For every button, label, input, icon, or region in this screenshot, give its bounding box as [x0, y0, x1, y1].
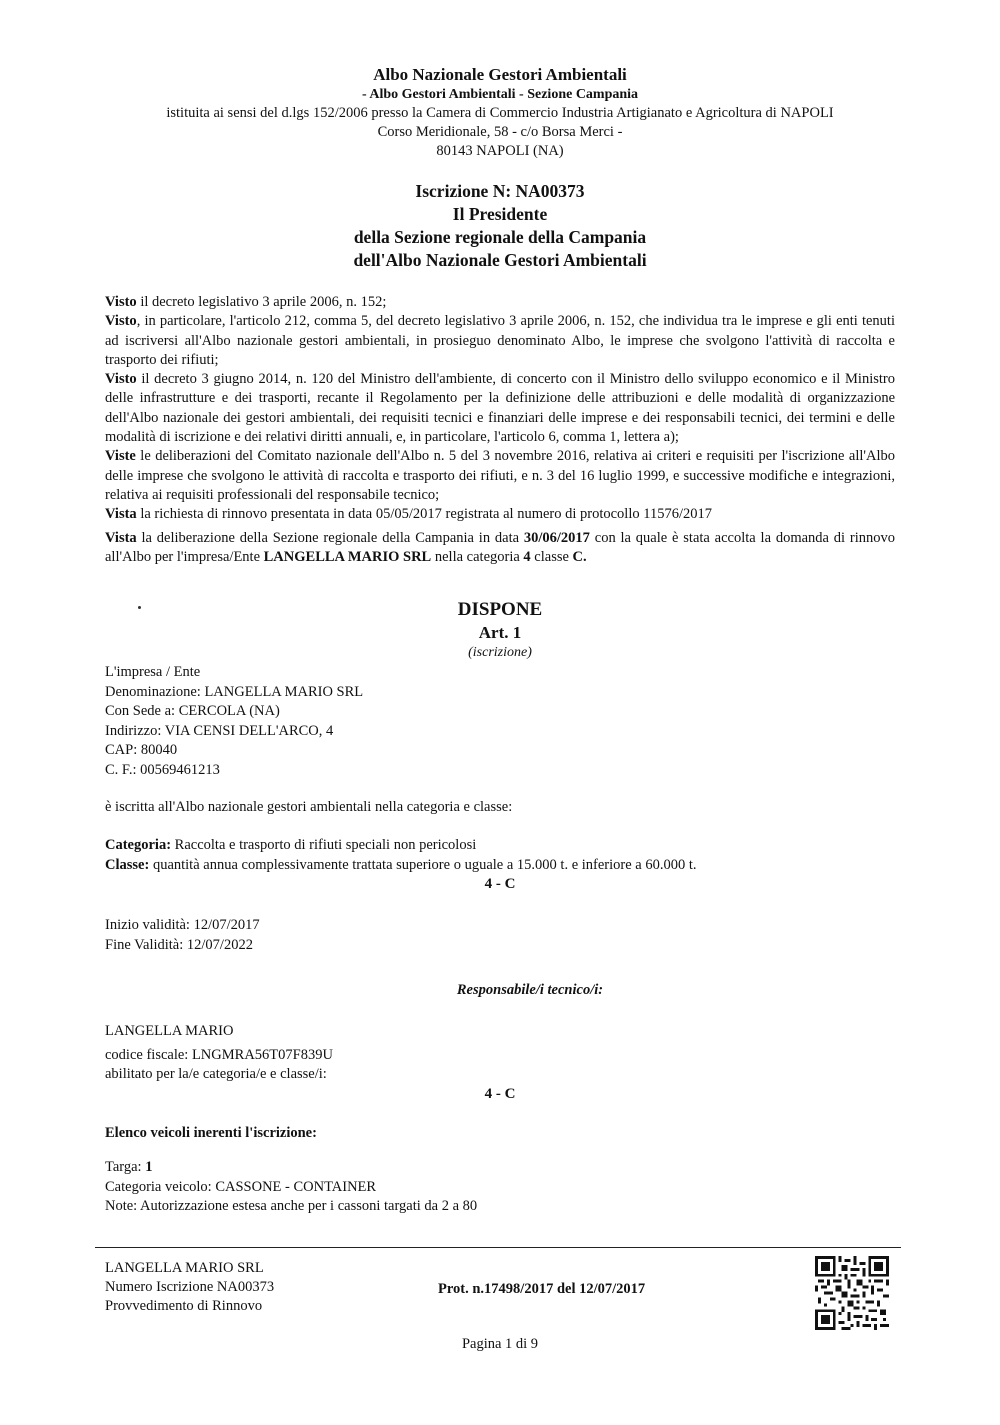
article-title: Art. 1: [478, 623, 522, 642]
responsabile-cf: codice fiscale: LNGMRA56T07F839U: [105, 1046, 333, 1063]
presidente: Il Presidente: [452, 204, 548, 224]
sezione-regionale: della Sezione regionale della Campania: [353, 227, 647, 247]
premise-text: , in particolare, l'articolo 212, comma 5, del decreto legislativo 3 aprile 2006, n. 152, che individua tra le imprese e gli enti tenuti ad iscriversi all'Albo nazionale gestori ambientali, in prosieguo denominato Albo, le imprese che svolgono l'attività di raccolta e trasporto dei rifiuti;: [105, 313, 895, 368]
premise-paragraph: [105, 505, 895, 524]
premise-text: il decreto legislativo 3 aprile 2006, n. 152;: [136, 294, 387, 310]
class-letter: C.: [572, 548, 587, 565]
header-subtitle: - Albo Gestori Ambientali - Sezione Campania: [361, 87, 639, 102]
premise-lead: Vista: [105, 506, 137, 523]
footer-numero: Numero Iscrizione NA00373: [105, 1279, 275, 1295]
responsabile-abilitato: abilitato per la/e categoria/e e classe/i:: [105, 1066, 327, 1082]
premise-paragraph: [105, 447, 895, 505]
premise-text: con la quale è stata accolta la domanda di rinnovo all'Albo per l'impresa/Ente: [105, 529, 895, 565]
impresa-denominazione: Denominazione: LANGELLA MARIO SRL: [105, 683, 364, 700]
categoria-value: Raccolta e trasporto di rifiuti speciali non pericolosi: [171, 837, 477, 853]
premise-paragraph-final: [105, 529, 895, 568]
albo-nazionale: dell'Albo Nazionale Gestori Ambientali: [353, 250, 647, 270]
validity-end: Fine Validità: 12/07/2022: [105, 936, 253, 953]
article-subtitle: (iscrizione): [468, 645, 532, 660]
footer-provvedimento: Provvedimento di Rinnovo: [105, 1298, 263, 1314]
premise-lead: Visto: [105, 294, 137, 310]
responsabile-block: [105, 1022, 333, 1085]
impresa-cap: CAP: 80040: [105, 742, 178, 758]
premises-section: [105, 293, 895, 567]
header: [60, 64, 940, 161]
responsabile-class-code: 4 - C: [484, 1086, 516, 1102]
premise-text: nella categoria: [431, 548, 524, 565]
veicoli-heading: Elenco veicoli inerenti l'iscrizione:: [105, 1125, 317, 1141]
premise-lead: Vista: [105, 529, 137, 546]
premise-lead: Visto: [105, 371, 137, 388]
vehicle-category: Categoria veicolo: CASSONE - CONTAINER: [105, 1178, 377, 1195]
header-title: Albo Nazionale Gestori Ambientali: [373, 65, 627, 84]
classe-line: [105, 856, 697, 876]
category-number: 4: [523, 548, 531, 565]
impresa-sede: Con Sede a: CERCOLA (NA): [105, 703, 280, 719]
impresa-cf: C. F.: 00569461213: [105, 761, 220, 778]
premise-lead: Visto: [105, 313, 137, 330]
premise-text: la richiesta di rinnovo presentata in data 05/05/2017 registrata al numero di protocollo 11576/2017: [136, 506, 712, 523]
qr-code-icon: [815, 1256, 889, 1330]
deliberation-date: 30/06/2017: [523, 529, 590, 546]
validity-start: Inizio validità: 12/07/2017: [105, 917, 260, 933]
responsabile-heading: Responsabile/i tecnico/i:: [456, 982, 604, 998]
targa-label: Targa:: [105, 1159, 146, 1175]
impresa-intro: L'impresa / Ente: [105, 664, 201, 680]
company-name: LANGELLA MARIO SRL: [263, 548, 432, 565]
header-line-3: 80143 NAPOLI (NA): [436, 143, 564, 159]
title-block: [60, 180, 940, 272]
premise-text: le deliberazioni del Comitato nazionale dell'Albo n. 5 del 3 novembre 2016, relativa ai criteri e requisiti per l'iscrizione all'Albo delle imprese che svolgono le attività di raccolta e trasporto dei rifiuti, e n. 3 del 16 luglio 1999, e successive modifiche e integrazioni, relativa ai requisiti professionali del responsabile tecnico;: [105, 448, 895, 503]
veicoli-block: [105, 1158, 477, 1217]
premise-paragraph: [105, 293, 895, 312]
classe-value: quantità annua complessivamente trattata superiore o uguale a 15.000 t. e inferiore a 60.000 t.: [149, 856, 697, 873]
dispone-section: [60, 598, 940, 662]
premise-text: la deliberazione della Sezione regionale della Campania in data: [136, 529, 524, 546]
premise-lead: Viste: [105, 448, 136, 465]
targa-line: [105, 1158, 477, 1178]
dispone-title: DISPONE: [457, 599, 543, 620]
iscritta-text: è iscritta all'Albo nazionale gestori ambientali nella categoria e classe:: [105, 799, 513, 815]
categoria-line: [105, 836, 697, 856]
categoria-block: [105, 836, 697, 875]
premise-text: classe: [530, 548, 573, 565]
validity-block: [105, 916, 260, 955]
footer-divider: [95, 1247, 901, 1248]
footer-company: LANGELLA MARIO SRL: [105, 1260, 264, 1276]
header-line-1: istituita ai sensi del d.lgs 152/2006 presso la Camera di Commercio Industria Artigianato e Agricoltura di NAPOLI: [166, 105, 834, 121]
protocol-number: Prot. n.17498/2017 del 12/07/2017: [438, 1281, 646, 1297]
responsabile-name: LANGELLA MARIO: [105, 1023, 234, 1039]
header-line-2: Corso Meridionale, 58 - c/o Borsa Merci -: [377, 124, 623, 140]
classe-label: Classe:: [105, 856, 150, 873]
category-class-code: 4 - C: [484, 876, 516, 892]
categoria-label: Categoria:: [105, 837, 172, 853]
vehicle-note: Note: Autorizzazione estesa anche per i cassoni targati da 2 a 80: [105, 1198, 478, 1214]
footer-company-block: [105, 1259, 274, 1316]
targa-value: 1: [145, 1159, 153, 1175]
iscrizione-number: Iscrizione N: NA00373: [415, 181, 585, 201]
impresa-indirizzo: Indirizzo: VIA CENSI DELL'ARCO, 4: [105, 722, 334, 739]
premise-paragraph: [105, 370, 895, 447]
impresa-block: [105, 663, 363, 780]
premise-paragraph: [105, 312, 895, 370]
premise-text: il decreto 3 giugno 2014, n. 120 del Ministro dell'ambiente, di concerto con il Ministro dello sviluppo economico e il Ministro delle infrastrutture e dei trasporti, recante il Regolamento per la definizione delle attribuzioni e delle modalità di organizzazione dell'Albo nazionale dei gestori ambientali, dei requisiti tecnici e finanziari delle imprese e dei responsabili tecnici, dei termini e delle modalità di iscrizione e dei relativi diritti annuali, e, in particolare, l'articolo 6, comma 1, lettera a);: [105, 371, 895, 446]
page-number: Pagina 1 di 9: [461, 1336, 539, 1352]
